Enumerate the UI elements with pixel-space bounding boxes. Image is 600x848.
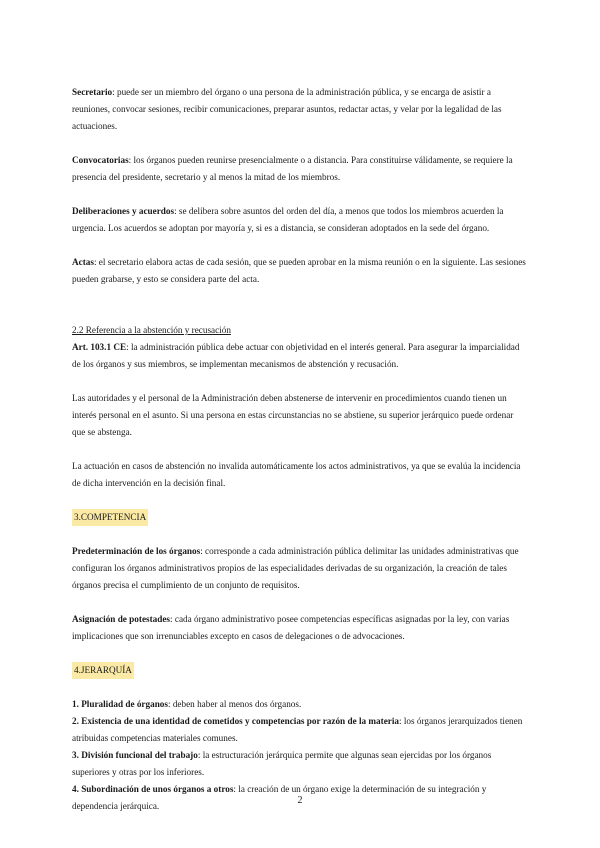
term-division: 3. División funcional del trabajo: [72, 750, 198, 760]
subsection-heading-2-2: 2.2 Referencia a la abstención y recusación: [72, 325, 231, 335]
spacer: [72, 305, 527, 322]
text-secretario: : puede ser un miembro del órgano o una persona de la administración pública, y se encarga de asistir a reuniones, convocar sesiones, recibir comunicaciones, preparar asuntos, redactar actas, y velar por la legalidad de las actuaciones.: [72, 87, 502, 131]
paragraph-secretario: [72, 84, 527, 135]
term-subordinacion: 4. Subordinación de unos órganos a otros: [72, 784, 234, 794]
section-heading-competencia-line: [72, 509, 527, 526]
text-deliberaciones: : se delibera sobre asuntos del orden del día, a menos que todos los miembros acuerden la urgencia. Los acuerdos se adoptan por mayoría y, si es a distancia, se consideran adoptados en la sede del órgano.: [72, 206, 504, 233]
paragraph-convocatorias: [72, 152, 527, 186]
paragraph-predeterminacion: [72, 543, 527, 594]
section-heading-competencia: 3.COMPETENCIA: [72, 509, 148, 526]
term-identidad: 2. Existencia de una identidad de cometidos y competencias por razón de la materia: [72, 716, 399, 726]
term-predeterminacion: Predeterminación de los órganos: [72, 546, 201, 556]
term-deliberaciones: Deliberaciones y acuerdos: [72, 206, 175, 216]
text-actas: : el secretario elabora actas de cada sesión, que se pueden aprobar en la misma reunión o en la siguiente. Las sesiones pueden grabarse, y esto se considera parte del acta.: [72, 257, 526, 284]
text-identidad: : los órganos jerarquizados tienen atribuidas competencias materiales comunes.: [72, 716, 523, 743]
term-art-103: Art. 103.1 CE: [72, 342, 127, 352]
term-convocatorias: Convocatorias: [72, 155, 129, 165]
paragraph-abstencion-personal: Las autoridades y el personal de la Administración deben abstenerse de intervenir en procedimientos cuando tienen un interés personal en el asunto. Si una persona en estas circunstancias no se abstiene, su superior jerárquico puede ordenar que se abstenga.: [72, 393, 514, 437]
term-asignacion: Asignación de potestades: [72, 614, 171, 624]
term-actas: Actas: [72, 257, 94, 267]
text-convocatorias: : los órganos pueden reunirse presencialmente o a distancia. Para constituirse válidamente, se requiere la presencia del presidente, secretario y al menos la mitad de los miembros.: [72, 155, 513, 182]
text-asignacion: : cada órgano administrativo posee competencias específicas asignadas por la ley, con varias implicaciones que son irrenunciables excepto en casos de delegaciones o de advocaciones.: [72, 614, 510, 641]
text-division: : la estructuración jerárquica permite que algunas sean ejercidas por los órganos superiores y otras por los inferiores.: [72, 750, 492, 777]
text-art-103: : la administración pública debe actuar con objetividad en el interés general. Para asegurar la imparcialidad de los órganos y sus miembros, se implementan mecanismos de abstención y recusación.: [72, 342, 520, 369]
list-item-pluralidad: [72, 696, 527, 713]
text-pluralidad: : deben haber al menos dos órganos.: [167, 699, 302, 709]
page-content: [72, 84, 527, 815]
text-predeterminacion: : corresponde a cada administración pública delimitar las unidades administrativas que configuran los órganos administrativos propios de las especialidades derivadas de su organización, la creación de tales órganos precisa el cumplimiento de un conjunto de requisitos.: [72, 546, 519, 590]
text-subordinacion: : la creación de un órgano exige la determinación de su integración y dependencia jerárquica.: [72, 784, 487, 811]
section-heading-jerarquia-line: [72, 662, 527, 679]
paragraph-asignacion: [72, 611, 527, 645]
list-item-identidad: [72, 713, 527, 747]
list-item-division: [72, 747, 527, 781]
term-secretario: Secretario: [72, 87, 113, 97]
paragraph-abstencion-efectos: La actuación en casos de abstención no invalida automáticamente los actos administrativos, ya que se evalúa la incidencia de dicha intervención en la decisión final.: [72, 461, 521, 488]
paragraph-art-103: [72, 339, 527, 373]
paragraph-actas: [72, 254, 527, 288]
paragraph-deliberaciones: [72, 203, 527, 237]
term-pluralidad: 1. Pluralidad de órganos: [72, 699, 168, 709]
section-heading-jerarquia: 4.JERARQUÍA: [72, 662, 134, 679]
page-number: 2: [297, 795, 303, 806]
